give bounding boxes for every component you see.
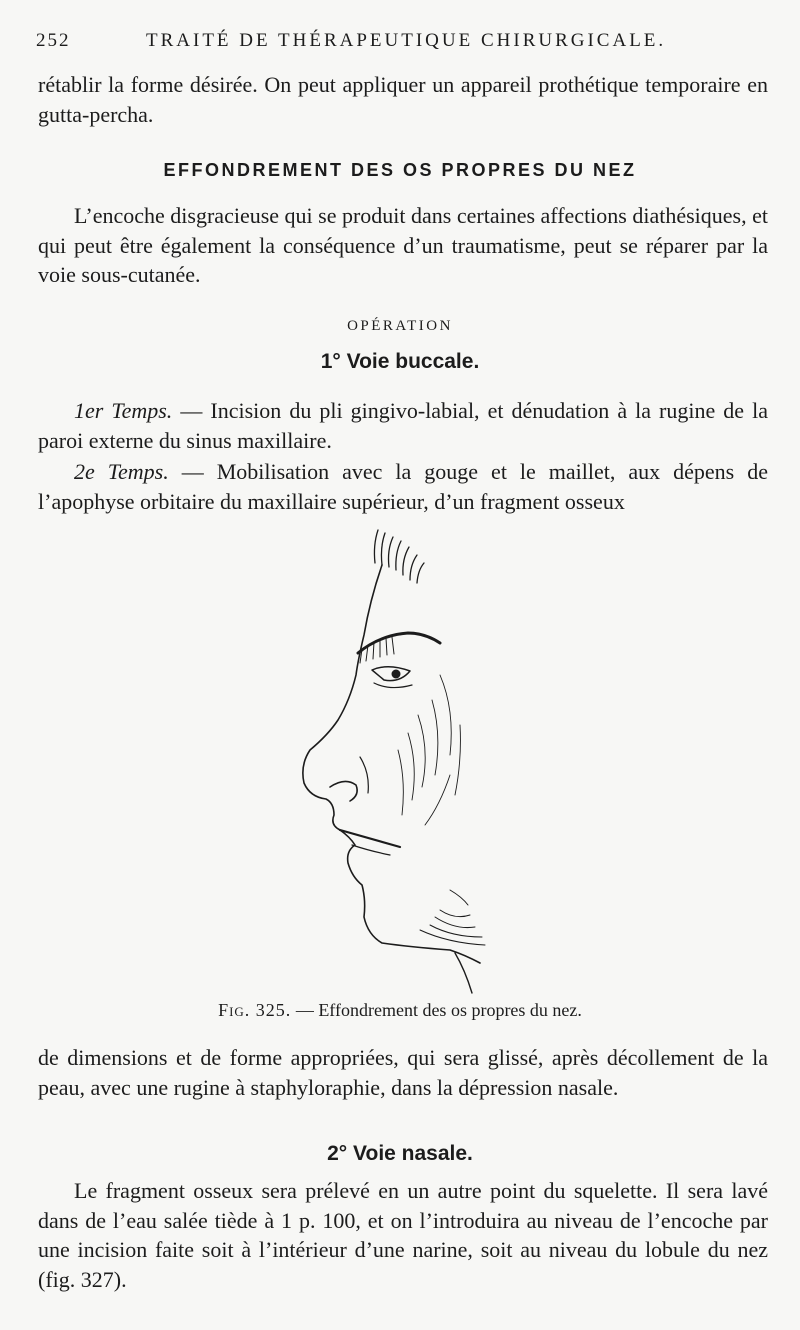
step-2-paragraph: [38, 457, 768, 516]
pupil: [392, 670, 400, 678]
subsection-title-nasale: 2° Voie nasale.: [327, 1142, 473, 1165]
eye: [372, 667, 410, 681]
page-number: 252: [36, 30, 71, 51]
intro-paragraph: rétablir la forme désirée. On peut appliquer un appareil prothétique temporaire en gutta-percha.: [38, 72, 768, 127]
profile-outline: [303, 565, 480, 963]
figure-caption-label: Fig. 325.: [218, 1000, 292, 1020]
hair-strokes: [374, 530, 424, 583]
section-paragraph: L’encoche disgracieuse qui se produit dans certaines affections diathésiques, et qui peut être également la conséquence d’un traumatisme, peut se réparer par la voie sous-cutanée.: [38, 203, 768, 287]
operation-label: OPÉRATION: [347, 318, 453, 334]
eyebrow: [358, 633, 440, 653]
running-header: [36, 28, 764, 54]
step-1-label: 1er Temps.: [74, 398, 173, 423]
step-1-paragraph: [38, 396, 768, 455]
step-1-text: — Incision du pli gingivo-labial, et dénudation à la rugine de la paroi externe du sinus maxillaire.: [38, 398, 768, 453]
step-2-text: — Mobilisation avec la gouge et le maillet, aux dépens de l’apophyse orbitaire du maxillaire supérieur, d’un fragment osseux: [38, 459, 768, 514]
jaw-hatching: [420, 890, 485, 945]
face-profile-illustration: [290, 525, 510, 995]
section-title: EFFONDREMENT DES OS PROPRES DU NEZ: [163, 160, 637, 180]
figure-caption-text: — Effondrement des os propres du nez.: [291, 1000, 582, 1020]
figure-caption: [0, 1000, 800, 1021]
step-2-label: 2e Temps.: [74, 459, 169, 484]
lower-lip: [352, 845, 390, 855]
nose-wing: [360, 757, 368, 793]
neck-line: [455, 953, 472, 993]
continuation-paragraph: de dimensions et de forme appropriées, qui sera glissé, après décollement de la peau, avec une rugine à staphyloraphie, dans la dépression nasale.: [38, 1045, 768, 1100]
final-paragraph: Le fragment osseux sera prélevé en un autre point du squelette. Il sera lavé dans de l’eau salée tiède à 1 p. 100, et on l’introduira au niveau de l’encoche par une incision faite soit à l’intérieur d’une narine, soit au niveau du lobule du nez (fig. 327).: [38, 1178, 768, 1292]
lower-eyelid: [374, 683, 412, 688]
subsection-title-buccale: 1° Voie buccale.: [320, 350, 480, 373]
cheek-hatching: [398, 675, 460, 825]
running-title: TRAITÉ DE THÉRAPEUTIQUE CHIRURGICALE.: [146, 30, 667, 51]
nostril: [330, 781, 357, 801]
